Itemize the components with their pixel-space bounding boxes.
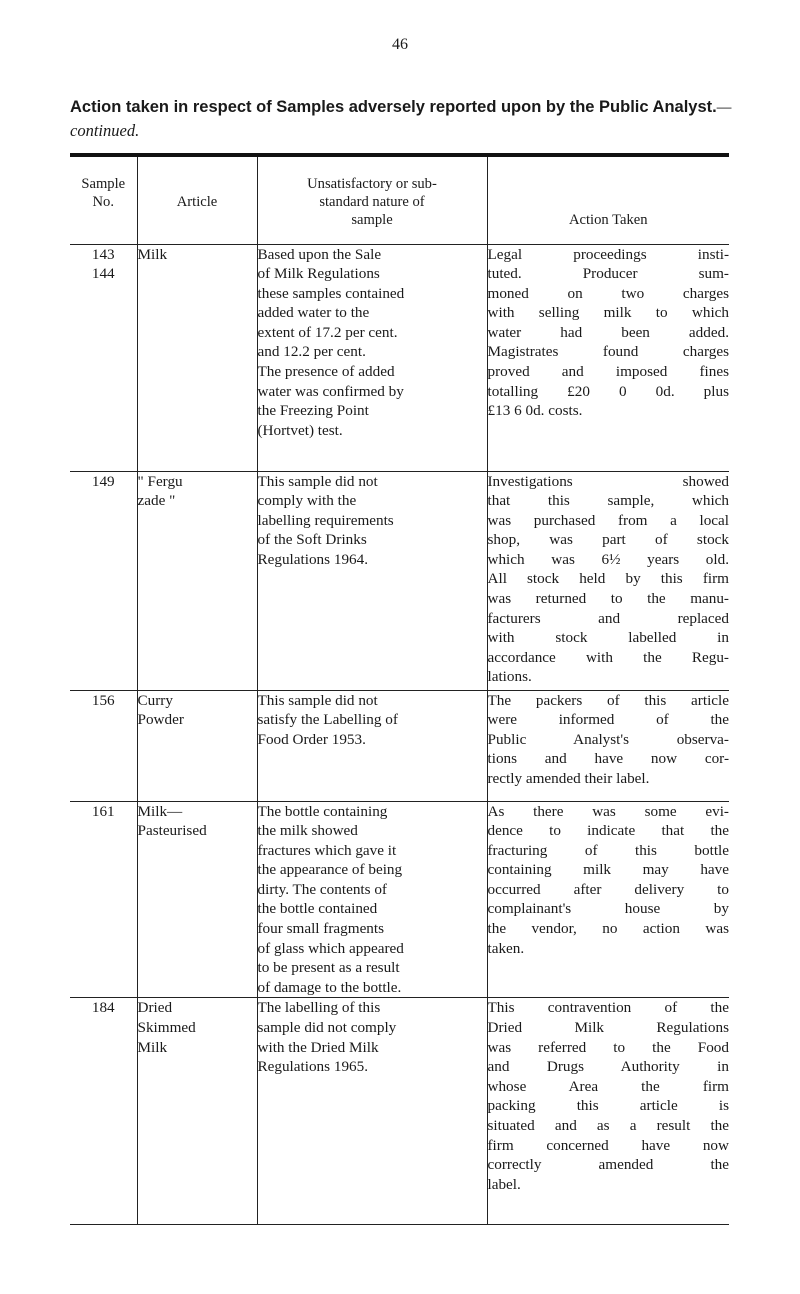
text-line: to be present as a result [257, 959, 400, 977]
header-nature [257, 155, 487, 244]
action-taken [487, 690, 729, 801]
text-line: of the Soft Drinks [257, 531, 367, 549]
text-line: Magistrates found charges [487, 343, 729, 361]
table-heading [70, 95, 750, 143]
text-line: complainant's house by [487, 900, 729, 918]
text-line: 144 [91, 265, 115, 283]
text-line: added water to the [257, 304, 370, 322]
text-line: As there was some evi- [487, 802, 729, 820]
text-line: was referred to the Food [487, 1038, 729, 1056]
nature-of-sample [257, 801, 487, 998]
page-number: 46 [392, 36, 408, 53]
text-line: label. [487, 1175, 521, 1193]
text-line: 143 [91, 245, 115, 263]
text-line: was returned to the manu- [487, 590, 729, 608]
text-line: occurred after delivery to [487, 880, 729, 898]
article [137, 801, 257, 998]
text-line: containing milk may have [487, 861, 729, 879]
table-heading-text: Action taken in respect of Samples adversely reported upon by the Public Analyst. [70, 98, 717, 116]
text-line: comply with the [257, 492, 357, 510]
text-line: This contravention of the [487, 999, 729, 1017]
text-line: Article [176, 194, 218, 210]
text-line: sample [351, 212, 393, 228]
text-line: The labelling of this [257, 999, 381, 1017]
text-line: standard nature of [319, 194, 425, 210]
table-row [70, 690, 729, 801]
text-line: was purchased from a local [487, 511, 729, 529]
text-line: Dried Milk Regulations [487, 1019, 729, 1037]
action-taken [487, 244, 729, 471]
text-line: of Milk Regulations [257, 265, 380, 283]
text-line: extent of 17.2 per cent. [257, 323, 398, 341]
text-line: facturers and replaced [487, 609, 729, 627]
text-line: tions and have now cor- [487, 750, 729, 768]
text-line: the vendor, no action was [487, 920, 729, 938]
text-line: fracturing of this bottle [487, 841, 729, 859]
text-line: of damage to the bottle. [257, 978, 402, 996]
text-line: lations. [487, 668, 532, 686]
text-line: taken. [487, 939, 525, 957]
table-heading-continued: —continued. [70, 97, 732, 140]
text-line: four small fragments [257, 920, 385, 938]
text-line: Milk [137, 1038, 168, 1056]
text-line: 184 [91, 999, 115, 1017]
header-action-taken [487, 155, 729, 244]
text-line: whose Area the firm [487, 1077, 729, 1095]
table-row [70, 471, 729, 690]
sample-no [70, 471, 137, 690]
text-line: Food Order 1953. [257, 730, 366, 748]
sample-no [70, 801, 137, 998]
text-line: with selling milk to which [487, 304, 729, 322]
text-line: sample did not comply [257, 1019, 397, 1037]
text-line: that this sample, which [487, 492, 729, 510]
text-line: the bottle contained [257, 900, 378, 918]
text-line: accordance with the Regu- [487, 648, 729, 666]
text-line: Sample [81, 176, 126, 192]
text-line: Pasteurised [137, 822, 207, 840]
text-line: the Freezing Point [257, 402, 369, 420]
text-line: dirty. The contents of [257, 880, 387, 898]
text-line: Milk— [137, 802, 183, 820]
text-line: Investigations showed [487, 472, 729, 490]
text-line: Dried [137, 999, 173, 1017]
text-line: The packers of this article [487, 691, 729, 709]
text-line: totalling £20 0 0d. plus [487, 382, 729, 400]
text-line: packing this article is [487, 1097, 729, 1115]
text-line: these samples contained [257, 284, 405, 302]
text-line: No. [92, 194, 114, 210]
text-line: Milk [137, 245, 168, 263]
text-line: water had been added. [487, 323, 729, 341]
table-row [70, 998, 729, 1225]
article [137, 998, 257, 1225]
article [137, 244, 257, 471]
table-row [70, 244, 729, 471]
text-line: 156 [91, 691, 115, 709]
text-line: with stock labelled in [487, 629, 729, 647]
text-line: Powder [137, 711, 184, 729]
action-taken [487, 998, 729, 1225]
text-line: proved and imposed fines [487, 363, 729, 381]
text-line: Regulations 1965. [257, 1058, 369, 1076]
sample-no [70, 998, 137, 1225]
text-line: The presence of added [257, 363, 395, 381]
header-article [137, 155, 257, 244]
text-line: Regulations 1964. [257, 550, 369, 568]
text-line: " Fergu [137, 472, 183, 490]
header-row [70, 155, 729, 244]
text-line: satisfy the Labelling of [257, 711, 398, 729]
text-line: firm concerned have now [487, 1136, 729, 1154]
action-taken [487, 801, 729, 998]
nature-of-sample [257, 998, 487, 1225]
text-line: which was 6½ years old. [487, 550, 729, 568]
text-line: labelling requirements [257, 511, 394, 529]
text-line: shop, was part of stock [487, 531, 729, 549]
text-line: The bottle containing [257, 802, 388, 820]
text-line: Based upon the Sale [257, 245, 382, 263]
nature-of-sample [257, 471, 487, 690]
text-line: the appearance of being [257, 861, 403, 879]
sample-no [70, 690, 137, 801]
text-line: 161 [91, 802, 115, 820]
sample-no [70, 244, 137, 471]
text-line: Skimmed [137, 1019, 196, 1037]
samples-table [70, 153, 729, 1225]
text-line: rectly amended their label. [487, 769, 650, 787]
text-line: dence to indicate that the [487, 822, 729, 840]
text-line: fractures which gave it [257, 841, 397, 859]
table-row [70, 801, 729, 998]
text-line: with the Dried Milk [257, 1038, 379, 1056]
nature-of-sample [257, 244, 487, 471]
text-line: This sample did not [257, 691, 378, 709]
text-line: were informed of the [487, 711, 729, 729]
header-sample-no [70, 155, 137, 244]
text-line: £13 6 0d. costs. [487, 402, 583, 420]
text-line: and 12.2 per cent. [257, 343, 366, 361]
text-line: tuted. Producer sum- [487, 265, 729, 283]
text-line: situated and as a result the [487, 1117, 729, 1134]
text-line: Curry [137, 691, 173, 709]
action-taken [487, 471, 729, 690]
text-line: and Drugs Authority in [487, 1058, 729, 1076]
text-line: This sample did not [257, 472, 378, 490]
text-line: Unsatisfactory or sub- [307, 176, 437, 192]
text-line: zade " [137, 492, 176, 510]
text-line: (Hortvet) test. [257, 421, 343, 439]
article [137, 471, 257, 690]
nature-of-sample [257, 690, 487, 801]
text-line: All stock held by this firm [487, 570, 729, 588]
text-line: Action Taken [568, 212, 648, 228]
text-line: Public Analyst's observa- [487, 730, 729, 748]
text-line: water was confirmed by [257, 382, 404, 400]
text-line: 149 [91, 472, 115, 490]
text-line: correctly amended the [487, 1156, 729, 1174]
article [137, 690, 257, 801]
text-line: of glass which appeared [257, 939, 404, 957]
text-line: the milk showed [257, 822, 358, 840]
text-line: Legal proceedings insti- [487, 245, 729, 263]
text-line: moned on two charges [487, 284, 729, 302]
